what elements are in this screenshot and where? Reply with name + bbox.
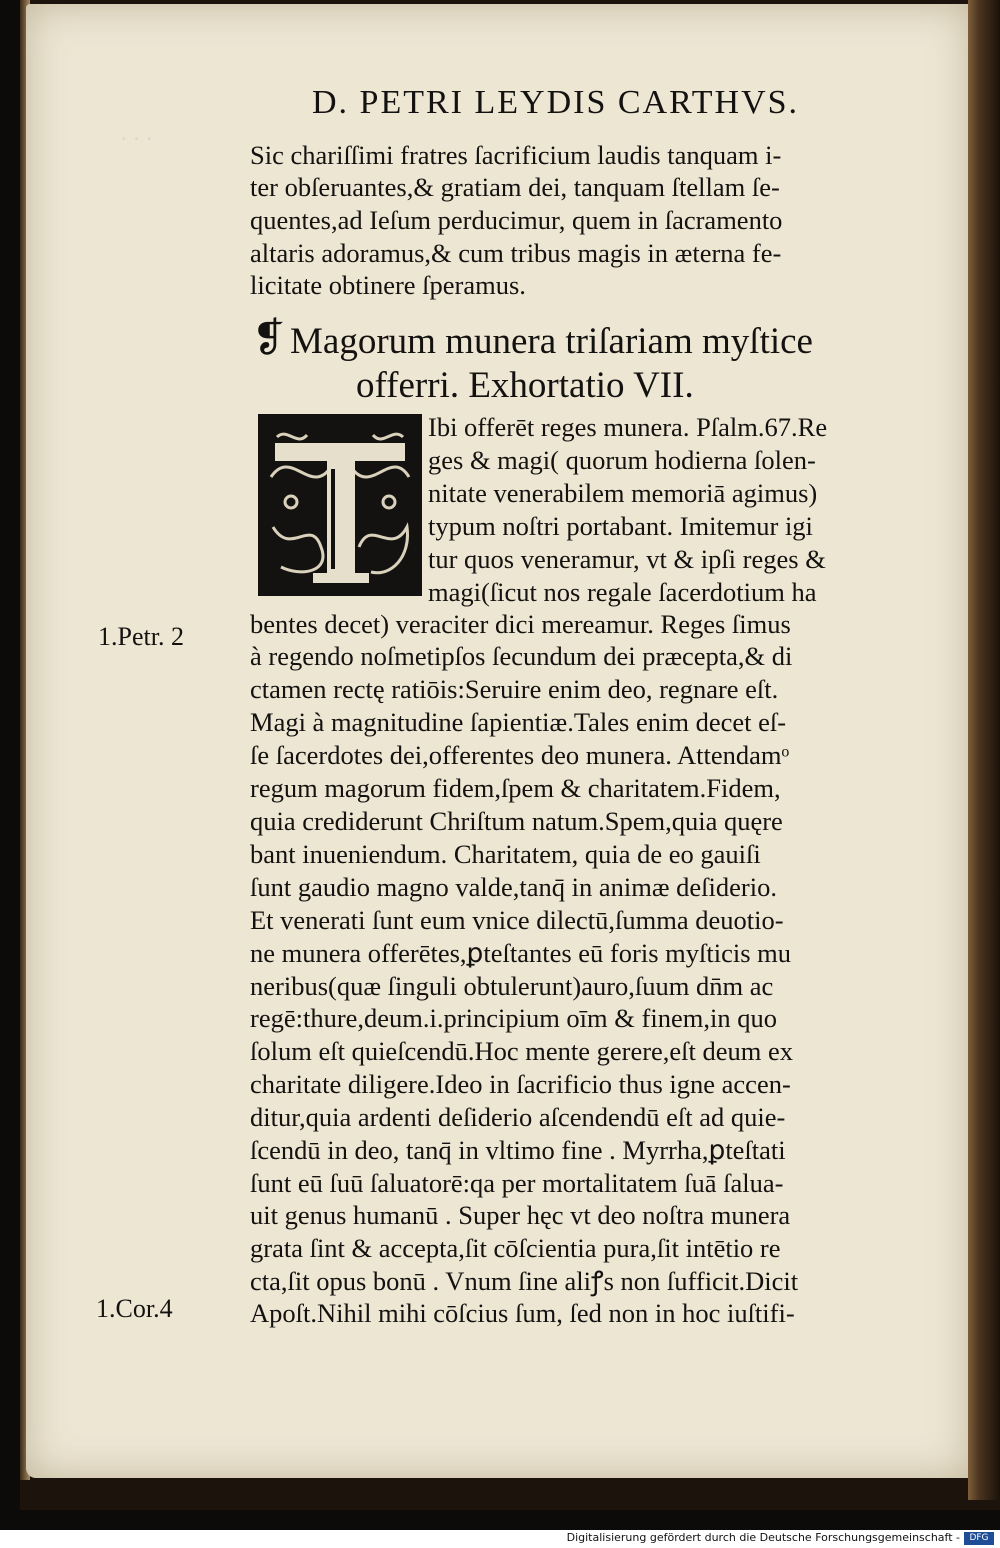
- intro-line: quentes,ad Ieſum perducimur, quem in ſacramento: [250, 205, 783, 235]
- intro-line: Sic chariſſimi fratres ſacrificium laudis tanquam i-: [250, 140, 782, 170]
- section-heading-line-1: Magorum munera triſariam myſtice: [290, 321, 813, 362]
- body-line: magi(ſicut nos regale ſacerdotium ha: [428, 577, 817, 607]
- dfg-logo[interactable]: DFG: [964, 1532, 994, 1545]
- intro-line: ter obſeruantes,& gratiam dei, tanquam ſtellam ſe-: [250, 172, 780, 202]
- body-line: grata ſint & accepta,ſit cōſcientia pura,ſit intētio re: [250, 1233, 781, 1263]
- body-line: à regendo noſmetipſos ſecundum dei præcepta,& di: [250, 641, 793, 671]
- body-line: ſe ſacerdotes dei,offerentes deo munera. Attendamᵒ: [250, 740, 790, 770]
- body-line: Ibi offerēt reges munera. Pſalm.67.Re: [428, 412, 828, 442]
- body-line: cta,ſit opus bonū . Vnum ſine aliꝭs non ſufficit.Dicit: [250, 1266, 799, 1296]
- body-line: ctamen rectę ratiōis:Seruire enim deo, regnare eſt.: [250, 674, 779, 704]
- body-line: bant inueniendum. Charitatem, quia de eo gauiſi: [250, 839, 761, 869]
- intro-line: licitate obtinere ſperamus.: [250, 270, 526, 300]
- body-line: bentes decet) veraciter dici mereamur. Reges ſimus: [250, 609, 791, 639]
- bleed-through-mark: · · ·: [120, 126, 153, 151]
- body-line: ditur,quia ardenti deſiderio aſcendendū eſt ad quie-: [250, 1102, 786, 1132]
- body-line: ſcendū in deo, tanq̄ in vltimo fine . Myrrha,ꝑteſtati: [250, 1135, 786, 1165]
- digitization-credit: Digitalisierung gefördert durch die Deutsche Forschungsgemeinschaft -: [566, 1531, 960, 1544]
- body-line: ne munera offerētes,ꝑteſtantes eū foris myſticis mu: [250, 938, 792, 968]
- body-line: regum magorum fidem,ſpem & charitatem.Fidem,: [250, 773, 781, 803]
- ornamental-initial-T: [258, 414, 422, 596]
- initial-ornament-graphic: [261, 417, 419, 593]
- body-line: ſunt eū ſuū ſaluatorē:qa per mortalitatem ſuā ſalua-: [250, 1168, 784, 1198]
- body-line: typum noſtri portabant. Imitemur igi: [428, 511, 813, 541]
- body-line: Apoſt.Nihil mihi cōſcius ſum, ſed non in hoc iuſtifi-: [250, 1298, 795, 1328]
- margin-note: 1.Petr. 2: [98, 622, 184, 651]
- running-title: D. PETRI LEYDIS CARTHVS.: [312, 84, 800, 121]
- body-line: quia crediderunt Chriſtum natum.Spem,quia quęre: [250, 806, 783, 836]
- body-line: tur quos veneramur, vt & ipſi reges &: [428, 544, 826, 574]
- pilcrow-mark: ❡: [252, 315, 286, 360]
- body-line: Et venerati ſunt eum vnice dilectū,ſumma deuotio-: [250, 905, 784, 935]
- body-line: regē:thure,deum.i.principium oīm & finem,in quo: [250, 1003, 777, 1033]
- body-line: uit genus humanū . Super hęc vt deo noſtra munera: [250, 1200, 791, 1230]
- intro-line: altaris adoramus,& cum tribus magis in æterna fe-: [250, 238, 782, 268]
- section-heading-line-2: offerri. Exhortatio VII.: [356, 365, 694, 406]
- body-line: ſolum eſt quieſcendū.Hoc mente gerere,eſt deum ex: [250, 1036, 794, 1066]
- body-line: Magi à magnitudine ſapientiæ.Tales enim decet eſ-: [250, 707, 787, 737]
- body-line: ges & magi( quorum hodierna ſolen-: [428, 445, 816, 475]
- body-line: nitate venerabilem memoriā agimus): [428, 478, 818, 508]
- body-line: charitate diligere.Ideo in ſacrificio thus igne accen-: [250, 1069, 791, 1099]
- margin-note: 1.Cor.4: [96, 1294, 173, 1323]
- body-line: ſunt gaudio magno valde,tanq̄ in animæ deſiderio.: [250, 872, 777, 902]
- body-line: neribus(quæ ſinguli obtulerunt)auro,ſuum dn̄m ac: [250, 971, 774, 1001]
- page-fore-edge: [968, 0, 1000, 1500]
